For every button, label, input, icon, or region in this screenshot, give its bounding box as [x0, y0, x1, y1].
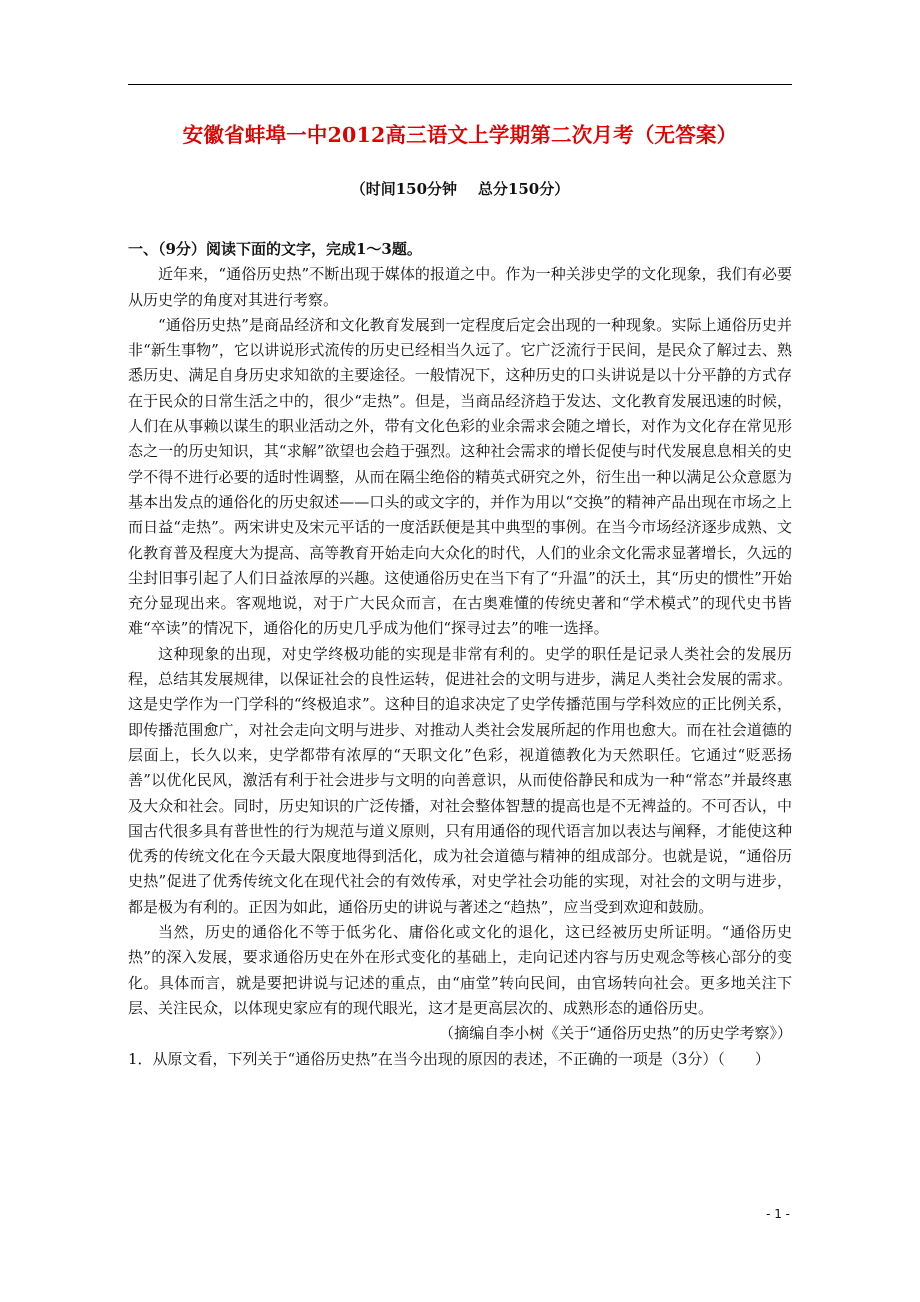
exam-time-score: （时间150分钟 总分150分） — [350, 180, 570, 198]
source-citation: （摘编自李小树《关于“通俗历史热”的历史学考察》） — [439, 1024, 792, 1043]
paragraph: 这种现象的出现，对史学终极功能的实现是非常有利的。史学的职任是记录人类社会的发展历程，总结其发展规律，以保证社会的良性运转，促进社会的文明与进步，满足人类社会发展的需求。这是史学作为一门学科的“终极追求”。这种目的追求决定了史学传播范围与学科效应的正比例关系，即传播范围愈广，对社会走向文明与进步、对推动人类社会发展所起的作用也愈大。而在社会道德的层面上，长久以来，史学都带有浓厚的“天职文化”色彩，视道德教化为天然职任。它通过“贬恶扬善”以优化民风，激活有利于社会进步与文明的向善意识，从而使俗静民和成为一种“常态”并最终惠及大众和社会。同时，历史知识的广泛传播，对社会整体智慧的提高也是不无裨益的。不可否认，中国古代很多具有普世性的行为规范与道义原则，只有用通俗的现代语言加以表达与阐释，才能使这种优秀的传统文化在今天最大限度地得到活化，成为社会道德与精神的组成部分。也就是说，“通俗历史热”促进了优秀传统文化在现代社会的有效传承，对史学社会功能的实现，对社会的文明与进步，都是极为有利的。正因为如此，通俗历史的讲说与著述之“趋热”，应当受到欢迎和鼓励。 — [128, 644, 792, 916]
document-title: 安徽省蚌埠一中2012高三语文上学期第二次月考（无答案） — [182, 123, 738, 147]
question-1: 1．从原文看，下列关于“通俗历史热”在当今出现的原因的表述，不正确的一项是（3分）（ ） — [128, 1049, 770, 1068]
paragraph: 近年来，“通俗历史热”不断出现于媒体的报道之中。作为一种关涉史学的文化现象，我们有必要从历史学的角度对其进行考察。 — [128, 265, 792, 309]
document-body — [128, 237, 792, 1072]
section-heading: 一、（9分）阅读下面的文字，完成1～3题。 — [128, 240, 422, 258]
paragraph: “通俗历史热”是商品经济和文化教育发展到一定程度后定会出现的一种现象。实际上通俗历史并非“新生事物”，它以讲说形式流传的历史已经相当久远了。它广泛流行于民间，是民众了解过去、熟悉历史、满足自身历史求知欲的主要途径。一般情况下，这种历史的口头讲说是以十分平静的方式存在于民众的日常生活之中的，很少“走热”。但是，当商品经济趋于发达、文化教育发展迅速的时候，人们在从事赖以谋生的职业活动之外，带有文化色彩的业余需求会随之增长，对作为文化存在常见形态之一的历史知识，其“求解”欲望也会趋于强烈。这种社会需求的增长促使与时代发展息息相关的史学不得不进行必要的适时性调整，从而在隔尘绝俗的精英式研究之外，衍生出一种以满足公众意愿为基本出发点的通俗化的历史叙述——口头的或文字的，并作为用以“交换”的精神产品出现在市场之上而日益“走热”。两宋讲史及宋元平话的一度活跃便是其中典型的事例。在当今市场经济逐步成熟、文化教育普及程度大为提高、高等教育开始走向大众化的时代，人们的业余文化需求显著增长，久远的尘封旧事引起了人们日益浓厚的兴趣。这使通俗历史在当下有了“升温”的沃土，其“历史的惯性”开始充分显现出来。客观地说，对于广大民众而言，在古奥难懂的传统史著和“学术模式”的现代史书皆难“卒读”的情况下，通俗化的历史几乎成为他们“探寻过去”的唯一选择。 — [128, 315, 792, 638]
page-number — [0, 1207, 920, 1221]
header-rule — [128, 84, 792, 85]
paragraph: 当然，历史的通俗化不等于低劣化、庸俗化或文化的退化，这已经被历史所证明。“通俗历史热”的深入发展，要求通俗历史在外在形式变化的基础上，走向记述内容与历史观念等核心部分的变化。具体而言，就是要把讲说与记述的重点，由“庙堂”转向民间，由官场转向社会。更多地关注下层、关注民众，以体现史家应有的现代眼光，这才是更高层次的、成熟形态的通俗历史。 — [128, 923, 792, 1017]
page-number-text: - 1 - — [766, 1207, 790, 1221]
